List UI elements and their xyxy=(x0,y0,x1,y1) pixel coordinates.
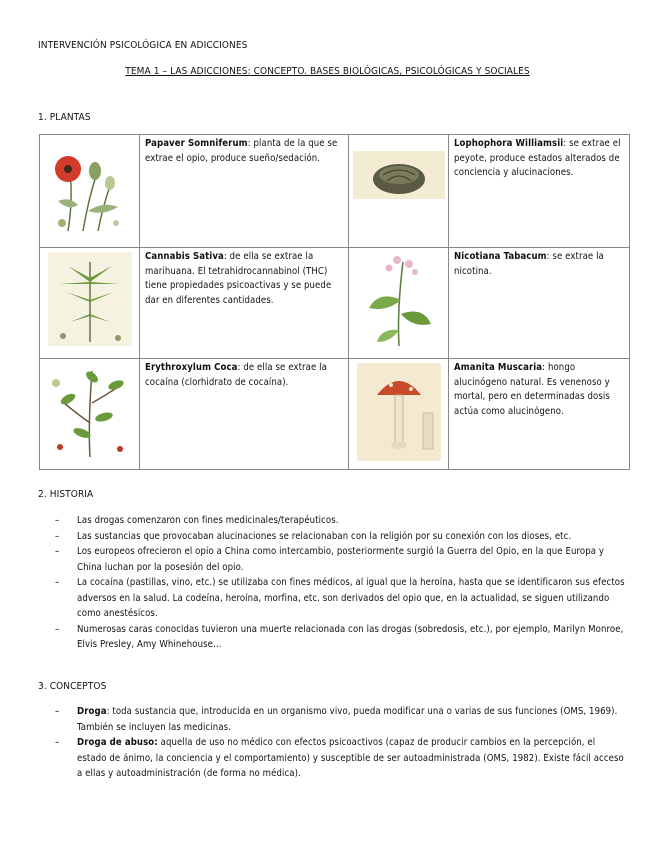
peyote-cactus-illustration xyxy=(353,151,445,199)
plant-image-cell xyxy=(40,359,140,470)
list-item: – Las drogas comenzaron con fines medicinales/terapéuticos. xyxy=(55,513,625,529)
list-item: – Numerosas caras conocidas tuvieron una muerte relacionada con las drogas (sobredosis, etc.), por ejemplo, Marilyn Monroe, Elvis Presley, Amy Whinehouse… xyxy=(55,622,625,653)
list-item: – La cocaína (pastillas, vino, etc.) se utilizaba con fines médicos, al igual que la heroína, hasta que se identificaron sus efectos adversos en la salud. La codeína, heroína, morfina, etc. son derivados del opio que, en la actualidad, se siguen utilizando como anestésicos. xyxy=(55,575,625,622)
document-title: INTERVENCIÓN PSICOLÓGICA EN ADICCIONES xyxy=(38,40,248,51)
list-item: – Los europeos ofrecieron el opio a China como intercambio, posteriormente surgió la Guerra del Opio, en la que Europa y China luchan por la posesión del opio. xyxy=(55,544,625,575)
plant-description: Amanita Muscaria: hongo alucinógeno natural. Es venenoso y mortal, pero en determinadas dosis actúa como alucinógeno. xyxy=(449,359,630,470)
plant-image-cell xyxy=(349,359,449,470)
plant-image-cell xyxy=(40,248,140,359)
topic-title: TEMA 1 – LAS ADICCIONES: CONCEPTO. BASES BIOLÓGICAS, PSICOLÓGICAS Y SOCIALES xyxy=(125,66,530,77)
section-heading-plants: 1. PLANTAS xyxy=(38,112,91,123)
poppy-plant-illustration xyxy=(48,141,130,233)
plant-description: Lophophora Williamsii: se extrae el peyote, produce estados alterados de conciencia y alucinaciones. xyxy=(449,135,630,248)
tobacco-plant-illustration xyxy=(359,250,439,348)
plant-description: Nicotiana Tabacum: se extrae la nicotina. xyxy=(449,248,630,359)
table-row xyxy=(40,135,630,248)
plant-description: Erythroxylum Coca: de ella se extrae la cocaína (clorhidrato de cocaína). xyxy=(140,359,349,470)
amanita-mushroom-illustration xyxy=(357,363,441,461)
plant-description: Papaver Somniferum: planta de la que se extrae el opio, produce sueño/sedación. xyxy=(140,135,349,248)
plant-image-cell xyxy=(40,135,140,248)
list-item: – Droga de abuso: aquella de uso no médico con efectos psicoactivos (capaz de producir cambios en la percepción, el estado de ánimo, la conciencia y el comportamiento) y susceptible de ser autoadministrada (OMS, 1982). Existe fácil acceso a ellas y autoadministración (de forma no médica). xyxy=(55,735,625,782)
coca-plant-illustration xyxy=(46,363,134,459)
table-row xyxy=(40,359,630,470)
list-item: – Droga: toda sustancia que, introducida en un organismo vivo, pueda modificar una o varias de sus funciones (OMS, 1969). También se incluyen las medicinas. xyxy=(55,704,625,735)
history-list xyxy=(55,513,625,653)
list-item: – Las sustancias que provocaban alucinaciones se relacionaban con la religión por su conexión con los dioses, etc. xyxy=(55,529,625,545)
plant-image-cell xyxy=(349,248,449,359)
plants-table xyxy=(39,134,630,470)
plant-description: Cannabis Sativa: de ella se extrae la marihuana. El tetrahidrocannabinol (THC) tiene propiedades psicoactivas y se puede dar en diferentes cantidades. xyxy=(140,248,349,359)
section-heading-concepts: 3. CONCEPTOS xyxy=(38,681,107,692)
table-row xyxy=(40,248,630,359)
cannabis-plant-illustration xyxy=(48,252,132,346)
section-heading-history: 2. HISTORIA xyxy=(38,489,94,500)
plant-image-cell xyxy=(349,135,449,248)
concepts-list xyxy=(55,704,625,782)
